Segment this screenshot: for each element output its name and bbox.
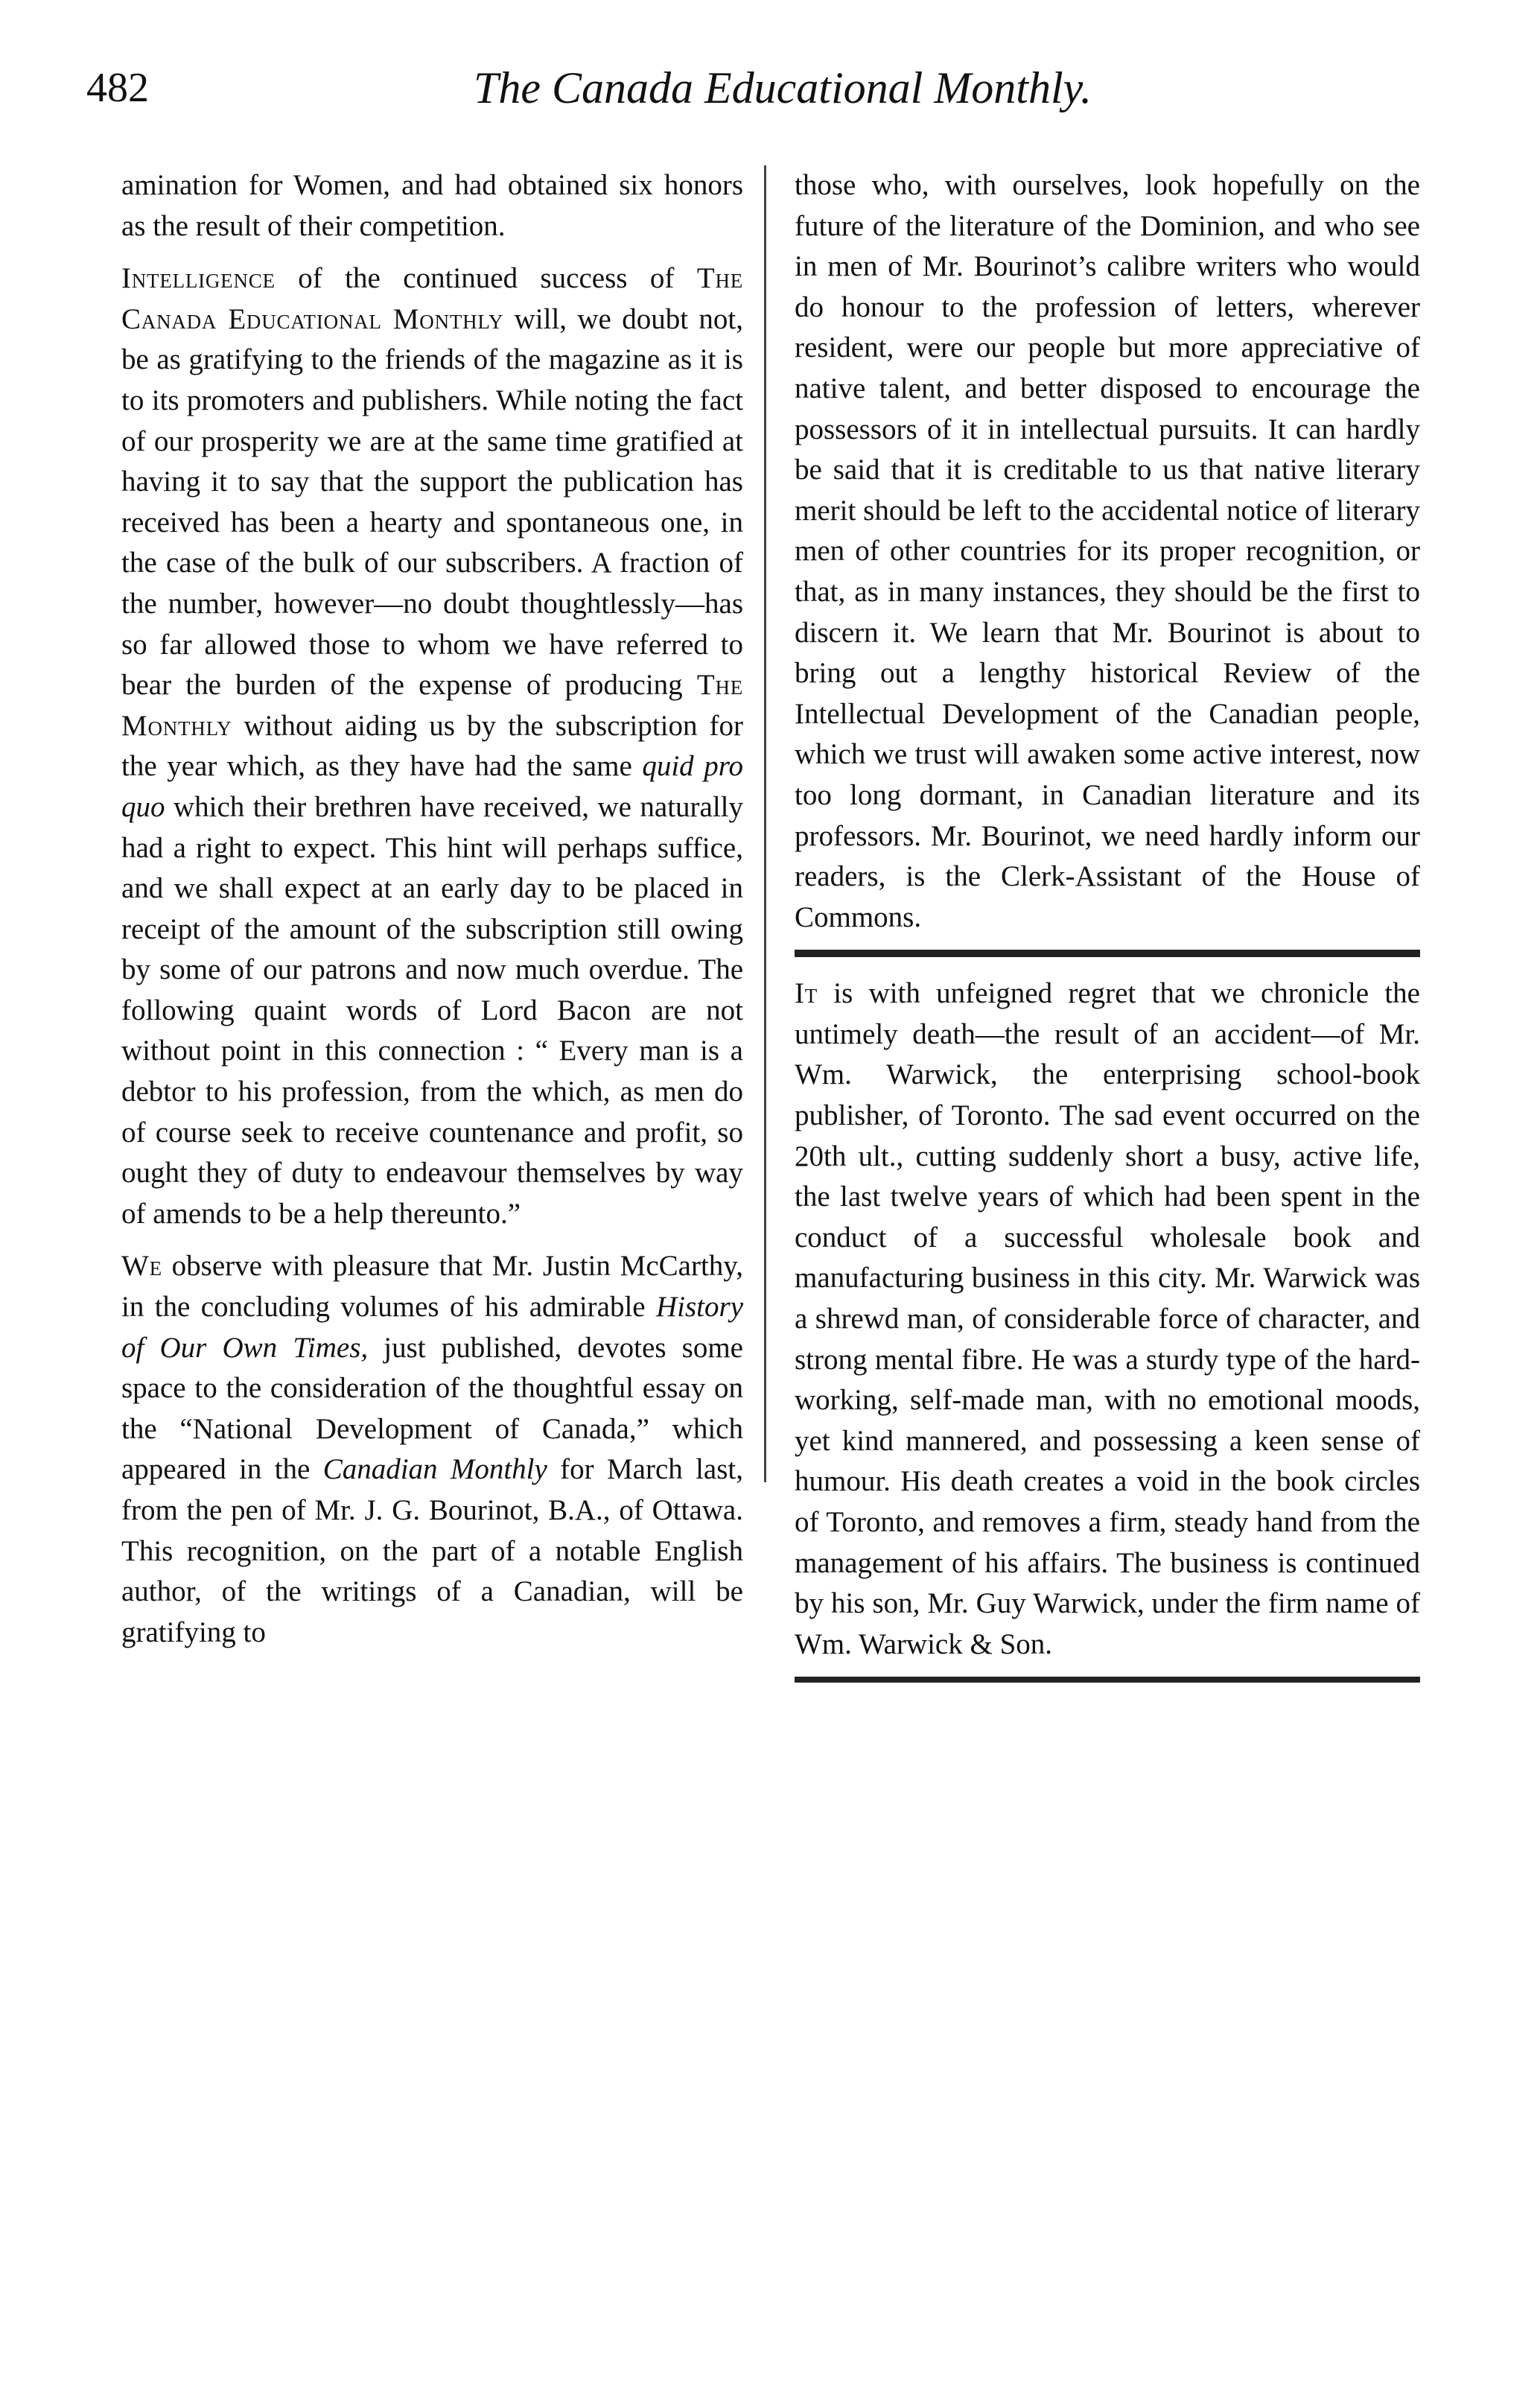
page-header	[86, 52, 1486, 127]
magazine-name: The Canada Educational Monthly	[121, 262, 743, 335]
paragraph-text: without aiding us by the subscription for the year which, as they have had the same	[121, 709, 743, 783]
paragraph-lead: Intelligence	[121, 262, 276, 295]
paragraph-warwick	[795, 974, 1420, 1665]
magazine-short-name: The Monthly	[121, 669, 743, 742]
running-title: The Canada Educational Monthly.	[474, 63, 1092, 112]
paragraph-text: will, we doubt not, be as gratifying to the friends of the magazine as it is to its promoters and publishers. While noting the fact of our prosperity we are at the same time gratified at having it to say that the support the publication has received has been a hearty and spontaneous one, in the case of the bulk of our subscribers. A fraction of the number, however—no doubt thoughtlessly—has so far allowed those to whom we have referred to bear the burden of the expense of producing	[121, 302, 743, 702]
left-column	[121, 165, 743, 1665]
paragraph-lead: We	[121, 1250, 162, 1283]
paragraph-mccarthy	[121, 1246, 743, 1653]
paragraph-text: is with unfeigned regret that we chronicle the untimely death—the result of an accident—of Mr. Wm. Warwick, the enterprising school-book publisher, of Toronto. The sad event occurred on the 20th ult., cutting suddenly short a busy, active life, the last twelve years of which had been spent in the conduct of a successful wholesale book and manufacturing business in this city. Mr. Warwick was a shrewd man, of considerable force of character, and strong mental fibre. He was a sturdy type of the hard-working, self-made man, with no emotional moods, yet kind mannered, and possessing a keen sense of humour. His death creates a void in the book circles of Toronto, and removes a firm, steady hand from the management of his affairs. The business is continued by his son, Mr. Guy Warwick, under the firm name of Wm. Warwick & Son.	[795, 977, 1420, 1660]
paragraph-text: of the continued success of	[275, 262, 697, 295]
paragraph-text: for March last, from the pen of Mr. J. G. Bourinot, B.A., of Ottawa. This recognition, on the part of a notable English author, of the writings of a Canadian, will be gratifying to	[121, 1453, 743, 1648]
paragraph-bourinot-continued: those who, with ourselves, look hopefully on the future of the literature of the Dominion, and who see in men of Mr. Bourinot’s calibre writers who would do honour to the profession of letters, wherever resident, were our people but more appreciative of native talent, and better disposed to encourage the possessors of it in intellectual pursuits. It can hardly be said that it is creditable to us that native literary merit should be left to the accidental notice of literary men of other countries for its proper recognition, or that, as in many instances, they should be the first to discern it. We learn that Mr. Bourinot is about to bring out a lengthy historical Review of the Intellectual Development of the Canadian people, which we trust will awaken some active interest, now too long dormant, in Canadian literature and its professors. Mr. Bourinot, we need hardly inform our readers, is the Clerk-Assistant of the House of Commons.	[795, 169, 1420, 933]
italic-phrase: quid pro quo	[121, 750, 743, 823]
paragraph-text: observe with pleasure that Mr. Justin McCarthy, in the concluding volumes of his admirable	[121, 1250, 743, 1324]
column-divider	[764, 165, 766, 1482]
paragraph-text: just published, devotes some space to the consideration of the thoughtful essay on the “National Development of Canada,” which appeared in the	[121, 1331, 743, 1486]
page-number: 482	[86, 65, 149, 111]
section-end-rule	[795, 1677, 1420, 1683]
paragraph-lead: It	[795, 977, 818, 1010]
right-column	[795, 165, 1420, 1699]
paragraph-intelligence	[121, 258, 743, 1234]
paragraph-continued: amination for Women, and had obtained six honors as the result of their competition.	[121, 169, 743, 242]
paragraph-text: which their brethren have received, we naturally had a right to expect. This hint will perhaps suffice, and we shall expect at an early day to be placed in receipt of the amount of the subscription still owing by some of our patrons and now much overdue. The following quaint words of Lord Bacon are not without point in this connection : “ Every man is a debtor to his profession, from the which, as men do of course seek to receive countenance and profit, so ought they of duty to endeavour themselves by way of amends to be a help thereunto.”	[121, 790, 743, 1230]
section-separator	[795, 950, 1420, 957]
book-title: History of Our Own Times,	[121, 1291, 743, 1364]
periodical-title: Canadian Monthly	[322, 1453, 547, 1486]
